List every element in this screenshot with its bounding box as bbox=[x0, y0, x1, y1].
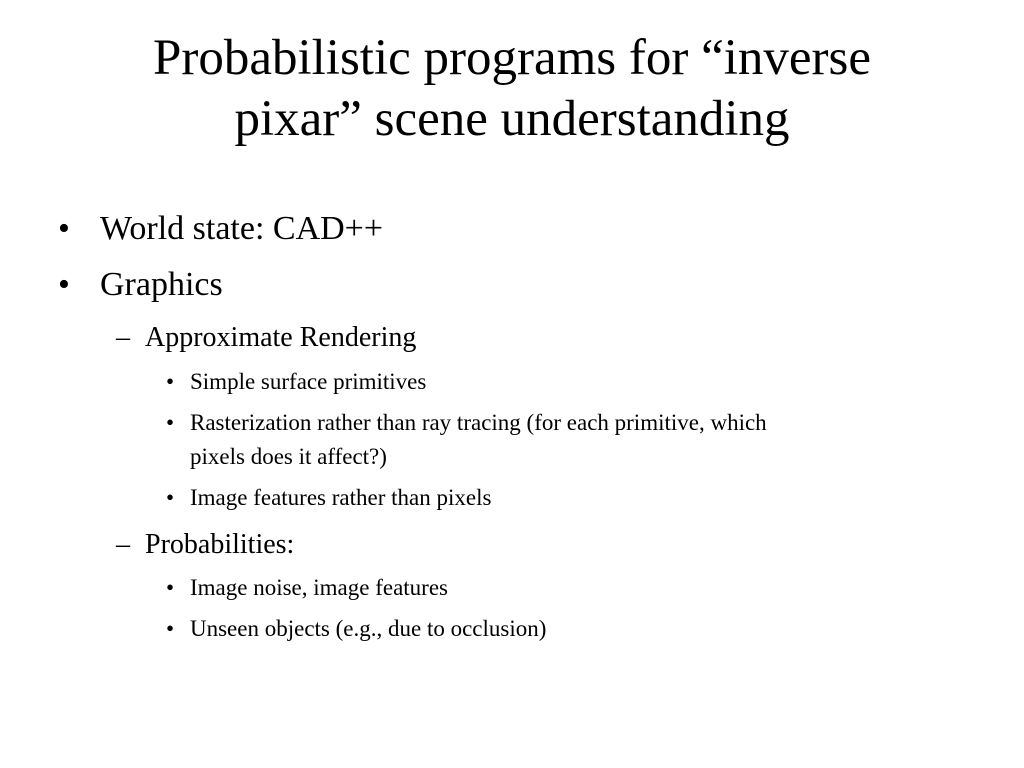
sub-bullet-text: Probabilities: bbox=[145, 529, 295, 560]
bullet-marker: • bbox=[166, 616, 175, 641]
slide-title-line-2: pixar” scene understanding bbox=[234, 91, 790, 147]
bullet-marker: • bbox=[166, 410, 175, 435]
slide-title bbox=[60, 28, 964, 150]
sub-bullet-text: Approximate Rendering bbox=[145, 322, 417, 353]
dash-marker: – bbox=[116, 322, 130, 353]
bullet-text: Graphics bbox=[100, 266, 223, 303]
bullet-marker: • bbox=[58, 210, 70, 247]
bullet-marker: • bbox=[58, 266, 70, 303]
bullet-text: World state: CAD++ bbox=[100, 210, 384, 247]
sub-sub-bullet-text-line-2: pixels does it affect?) bbox=[190, 444, 387, 469]
sub-sub-bullet-text: Image noise, image features bbox=[190, 575, 448, 600]
bullet-marker: • bbox=[166, 575, 175, 600]
bullet-marker: • bbox=[166, 485, 175, 510]
sub-sub-bullet-text: Simple surface primitives bbox=[190, 369, 427, 394]
dash-marker: – bbox=[116, 529, 130, 560]
sub-sub-bullet-text: Unseen objects (e.g., due to occlusion) bbox=[190, 616, 547, 641]
bullet-marker: • bbox=[166, 369, 175, 394]
sub-sub-bullet-text: Image features rather than pixels bbox=[190, 485, 492, 510]
slide-title-line-1: Probabilistic programs for “inverse bbox=[152, 30, 872, 86]
sub-sub-bullet-text-line-1: Rasterization rather than ray tracing (for each primitive, which bbox=[190, 410, 767, 435]
